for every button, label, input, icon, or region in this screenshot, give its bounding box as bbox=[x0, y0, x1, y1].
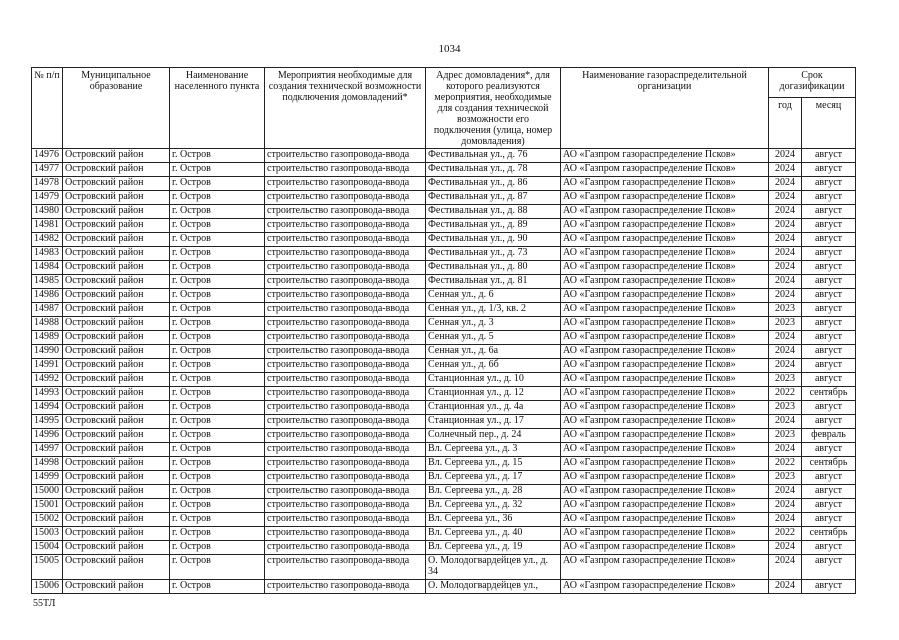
cell-month: август bbox=[802, 303, 856, 317]
cell-loc: г. Остров bbox=[170, 485, 265, 499]
cell-measure: строительство газопровода-ввода bbox=[265, 443, 426, 457]
cell-mun: Островский район bbox=[63, 527, 170, 541]
cell-loc: г. Остров bbox=[170, 219, 265, 233]
cell-org: АО «Газпром газораспределение Псков» bbox=[561, 373, 769, 387]
cell-month: август bbox=[802, 177, 856, 191]
cell-mun: Островский район bbox=[63, 149, 170, 163]
cell-loc: г. Остров bbox=[170, 191, 265, 205]
cell-year: 2024 bbox=[769, 580, 802, 594]
cell-measure: строительство газопровода-ввода bbox=[265, 205, 426, 219]
cell-org: АО «Газпром газораспределение Псков» bbox=[561, 191, 769, 205]
cell-measure: строительство газопровода-ввода bbox=[265, 303, 426, 317]
cell-org: АО «Газпром газораспределение Псков» bbox=[561, 163, 769, 177]
cell-year: 2024 bbox=[769, 233, 802, 247]
cell-mun: Островский район bbox=[63, 457, 170, 471]
cell-addr: Станционная ул., д. 17 bbox=[426, 415, 561, 429]
cell-num: 15000 bbox=[32, 485, 63, 499]
header-org: Наименование газораспределительной организации bbox=[561, 68, 769, 149]
gasification-table bbox=[31, 67, 856, 594]
cell-addr: Фестивальная ул., д. 88 bbox=[426, 205, 561, 219]
cell-org: АО «Газпром газораспределение Псков» bbox=[561, 541, 769, 555]
cell-measure: строительство газопровода-ввода bbox=[265, 345, 426, 359]
cell-year: 2023 bbox=[769, 471, 802, 485]
table-row bbox=[32, 345, 856, 359]
cell-addr: Фестивальная ул., д. 90 bbox=[426, 233, 561, 247]
cell-measure: строительство газопровода-ввода bbox=[265, 233, 426, 247]
cell-loc: г. Остров bbox=[170, 359, 265, 373]
cell-addr: Фестивальная ул., д. 81 bbox=[426, 275, 561, 289]
table-row bbox=[32, 499, 856, 513]
table-row bbox=[32, 429, 856, 443]
cell-month: август bbox=[802, 233, 856, 247]
table-row bbox=[32, 331, 856, 345]
cell-mun: Островский район bbox=[63, 219, 170, 233]
cell-mun: Островский район bbox=[63, 443, 170, 457]
cell-measure: строительство газопровода-ввода bbox=[265, 429, 426, 443]
cell-org: АО «Газпром газораспределение Псков» bbox=[561, 415, 769, 429]
page-number: 1034 bbox=[438, 43, 461, 55]
cell-month: сентябрь bbox=[802, 387, 856, 401]
cell-month: август bbox=[802, 485, 856, 499]
cell-month: август bbox=[802, 359, 856, 373]
cell-num: 14991 bbox=[32, 359, 63, 373]
header-term: Срок догазификации bbox=[769, 68, 856, 98]
cell-mun: Островский район bbox=[63, 289, 170, 303]
cell-num: 14992 bbox=[32, 373, 63, 387]
table-row bbox=[32, 163, 856, 177]
cell-month: август bbox=[802, 541, 856, 555]
cell-loc: г. Остров bbox=[170, 275, 265, 289]
cell-loc: г. Остров bbox=[170, 471, 265, 485]
cell-num: 14984 bbox=[32, 261, 63, 275]
cell-loc: г. Остров bbox=[170, 429, 265, 443]
cell-addr: Сенная ул., д. 6 bbox=[426, 289, 561, 303]
cell-measure: строительство газопровода-ввода bbox=[265, 555, 426, 580]
cell-year: 2022 bbox=[769, 527, 802, 541]
cell-addr: Вл. Сергеева ул., 36 bbox=[426, 513, 561, 527]
table-row bbox=[32, 247, 856, 261]
cell-num: 14977 bbox=[32, 163, 63, 177]
cell-loc: г. Остров bbox=[170, 373, 265, 387]
cell-measure: строительство газопровода-ввода bbox=[265, 499, 426, 513]
cell-loc: г. Остров bbox=[170, 443, 265, 457]
cell-loc: г. Остров bbox=[170, 415, 265, 429]
cell-num: 14982 bbox=[32, 233, 63, 247]
cell-org: АО «Газпром газораспределение Псков» bbox=[561, 219, 769, 233]
cell-num: 14981 bbox=[32, 219, 63, 233]
cell-mun: Островский район bbox=[63, 429, 170, 443]
cell-addr: Вл. Сергеева ул., д. 32 bbox=[426, 499, 561, 513]
table-row bbox=[32, 275, 856, 289]
table-row bbox=[32, 555, 856, 580]
table-row bbox=[32, 303, 856, 317]
cell-addr: Фестивальная ул., д. 89 bbox=[426, 219, 561, 233]
table-row bbox=[32, 289, 856, 303]
cell-addr: О. Молодогвардейцев ул., bbox=[426, 580, 561, 594]
cell-addr: Станционная ул., д. 4а bbox=[426, 401, 561, 415]
cell-year: 2024 bbox=[769, 345, 802, 359]
table-row bbox=[32, 541, 856, 555]
cell-month: август bbox=[802, 317, 856, 331]
cell-loc: г. Остров bbox=[170, 177, 265, 191]
cell-measure: строительство газопровода-ввода bbox=[265, 415, 426, 429]
cell-year: 2024 bbox=[769, 163, 802, 177]
cell-measure: строительство газопровода-ввода bbox=[265, 541, 426, 555]
cell-mun: Островский район bbox=[63, 541, 170, 555]
cell-addr: О. Молодогвардейцев ул., д. 34 bbox=[426, 555, 561, 580]
cell-year: 2024 bbox=[769, 191, 802, 205]
cell-mun: Островский район bbox=[63, 191, 170, 205]
cell-org: АО «Газпром газораспределение Псков» bbox=[561, 555, 769, 580]
cell-org: АО «Газпром газораспределение Псков» bbox=[561, 359, 769, 373]
table-row bbox=[32, 415, 856, 429]
cell-addr: Сенная ул., д. 1/3, кв. 2 bbox=[426, 303, 561, 317]
cell-num: 15002 bbox=[32, 513, 63, 527]
cell-measure: строительство газопровода-ввода bbox=[265, 149, 426, 163]
cell-loc: г. Остров bbox=[170, 233, 265, 247]
table-body bbox=[32, 149, 856, 594]
cell-addr: Вл. Сергеева ул., д. 28 bbox=[426, 485, 561, 499]
table-row bbox=[32, 387, 856, 401]
cell-org: АО «Газпром газораспределение Псков» bbox=[561, 247, 769, 261]
cell-loc: г. Остров bbox=[170, 345, 265, 359]
cell-org: АО «Газпром газораспределение Псков» bbox=[561, 261, 769, 275]
cell-org: АО «Газпром газораспределение Псков» bbox=[561, 457, 769, 471]
cell-mun: Островский район bbox=[63, 247, 170, 261]
cell-num: 14989 bbox=[32, 331, 63, 345]
cell-year: 2024 bbox=[769, 443, 802, 457]
cell-num: 14985 bbox=[32, 275, 63, 289]
cell-measure: строительство газопровода-ввода bbox=[265, 219, 426, 233]
cell-org: АО «Газпром газораспределение Псков» bbox=[561, 317, 769, 331]
cell-num: 14980 bbox=[32, 205, 63, 219]
cell-loc: г. Остров bbox=[170, 401, 265, 415]
table-row bbox=[32, 317, 856, 331]
table-row bbox=[32, 580, 856, 594]
table-row bbox=[32, 443, 856, 457]
cell-year: 2022 bbox=[769, 387, 802, 401]
cell-month: сентябрь bbox=[802, 527, 856, 541]
cell-measure: строительство газопровода-ввода bbox=[265, 289, 426, 303]
cell-month: август bbox=[802, 555, 856, 580]
cell-measure: строительство газопровода-ввода bbox=[265, 485, 426, 499]
cell-num: 14988 bbox=[32, 317, 63, 331]
cell-num: 14987 bbox=[32, 303, 63, 317]
cell-year: 2024 bbox=[769, 513, 802, 527]
cell-month: август bbox=[802, 163, 856, 177]
cell-addr: Фестивальная ул., д. 80 bbox=[426, 261, 561, 275]
cell-addr: Фестивальная ул., д. 87 bbox=[426, 191, 561, 205]
header-settlement: Наименование населенного пункта bbox=[170, 68, 265, 149]
table-row bbox=[32, 191, 856, 205]
cell-measure: строительство газопровода-ввода bbox=[265, 261, 426, 275]
cell-mun: Островский район bbox=[63, 177, 170, 191]
cell-mun: Островский район bbox=[63, 555, 170, 580]
cell-month: август bbox=[802, 205, 856, 219]
cell-year: 2023 bbox=[769, 401, 802, 415]
cell-month: август bbox=[802, 471, 856, 485]
cell-loc: г. Остров bbox=[170, 541, 265, 555]
cell-month: август bbox=[802, 580, 856, 594]
cell-addr: Станционная ул., д. 10 bbox=[426, 373, 561, 387]
header-num: № п/п bbox=[32, 68, 63, 149]
cell-mun: Островский район bbox=[63, 275, 170, 289]
cell-num: 14983 bbox=[32, 247, 63, 261]
cell-org: АО «Газпром газораспределение Псков» bbox=[561, 331, 769, 345]
cell-loc: г. Остров bbox=[170, 303, 265, 317]
cell-mun: Островский район bbox=[63, 163, 170, 177]
cell-org: АО «Газпром газораспределение Псков» bbox=[561, 499, 769, 513]
cell-measure: строительство газопровода-ввода bbox=[265, 163, 426, 177]
cell-org: АО «Газпром газораспределение Псков» bbox=[561, 580, 769, 594]
cell-loc: г. Остров bbox=[170, 499, 265, 513]
cell-mun: Островский район bbox=[63, 317, 170, 331]
cell-loc: г. Остров bbox=[170, 527, 265, 541]
cell-year: 2023 bbox=[769, 303, 802, 317]
cell-year: 2024 bbox=[769, 275, 802, 289]
cell-org: АО «Газпром газораспределение Псков» bbox=[561, 401, 769, 415]
cell-org: АО «Газпром газораспределение Псков» bbox=[561, 345, 769, 359]
cell-loc: г. Остров bbox=[170, 261, 265, 275]
cell-year: 2024 bbox=[769, 261, 802, 275]
table-row bbox=[32, 149, 856, 163]
cell-mun: Островский район bbox=[63, 303, 170, 317]
cell-addr: Фестивальная ул., д. 76 bbox=[426, 149, 561, 163]
cell-org: АО «Газпром газораспределение Псков» bbox=[561, 485, 769, 499]
cell-mun: Островский район bbox=[63, 415, 170, 429]
cell-month: август bbox=[802, 219, 856, 233]
cell-year: 2024 bbox=[769, 149, 802, 163]
cell-month: август bbox=[802, 247, 856, 261]
cell-month: август bbox=[802, 415, 856, 429]
cell-num: 14986 bbox=[32, 289, 63, 303]
cell-num: 15001 bbox=[32, 499, 63, 513]
cell-loc: г. Остров bbox=[170, 513, 265, 527]
header-measure: Мероприятия необходимые для создания технической возможности подключения домовладений* bbox=[265, 68, 426, 149]
cell-addr: Вл. Сергеева ул., д. 15 bbox=[426, 457, 561, 471]
cell-month: февраль bbox=[802, 429, 856, 443]
cell-month: август bbox=[802, 331, 856, 345]
cell-num: 15003 bbox=[32, 527, 63, 541]
cell-measure: строительство газопровода-ввода bbox=[265, 373, 426, 387]
cell-org: АО «Газпром газораспределение Псков» bbox=[561, 513, 769, 527]
cell-org: АО «Газпром газораспределение Псков» bbox=[561, 205, 769, 219]
cell-addr: Станционная ул., д. 12 bbox=[426, 387, 561, 401]
cell-num: 14978 bbox=[32, 177, 63, 191]
cell-addr: Вл. Сергеева ул., д. 40 bbox=[426, 527, 561, 541]
table-row bbox=[32, 261, 856, 275]
cell-org: АО «Газпром газораспределение Псков» bbox=[561, 275, 769, 289]
cell-year: 2022 bbox=[769, 457, 802, 471]
cell-num: 14997 bbox=[32, 443, 63, 457]
cell-month: август bbox=[802, 513, 856, 527]
cell-mun: Островский район bbox=[63, 471, 170, 485]
cell-addr: Фестивальная ул., д. 73 bbox=[426, 247, 561, 261]
cell-addr: Вл. Сергеева ул., д. 17 bbox=[426, 471, 561, 485]
table-row bbox=[32, 471, 856, 485]
cell-mun: Островский район bbox=[63, 331, 170, 345]
cell-addr: Сенная ул., д. 5 bbox=[426, 331, 561, 345]
header-year: год bbox=[769, 98, 802, 149]
cell-mun: Островский район bbox=[63, 499, 170, 513]
cell-measure: строительство газопровода-ввода bbox=[265, 177, 426, 191]
cell-mun: Островский район bbox=[63, 233, 170, 247]
cell-num: 14999 bbox=[32, 471, 63, 485]
cell-measure: строительство газопровода-ввода bbox=[265, 331, 426, 345]
cell-mun: Островский район bbox=[63, 401, 170, 415]
footer-code: 55ТЛ bbox=[33, 598, 56, 609]
header-address: Адрес домовладения*, для которого реализуются мероприятия, необходимые для создания технической возможности его подключения (улица, номер домовладения) bbox=[426, 68, 561, 149]
cell-addr: Солнечный пер., д. 24 bbox=[426, 429, 561, 443]
cell-mun: Островский район bbox=[63, 373, 170, 387]
cell-mun: Островский район bbox=[63, 485, 170, 499]
table-row bbox=[32, 177, 856, 191]
table-row bbox=[32, 205, 856, 219]
cell-mun: Островский район bbox=[63, 261, 170, 275]
cell-num: 14976 bbox=[32, 149, 63, 163]
cell-num: 14998 bbox=[32, 457, 63, 471]
cell-month: сентябрь bbox=[802, 457, 856, 471]
cell-mun: Островский район bbox=[63, 359, 170, 373]
cell-addr: Сенная ул., д. 6а bbox=[426, 345, 561, 359]
cell-measure: строительство газопровода-ввода bbox=[265, 457, 426, 471]
cell-org: АО «Газпром газораспределение Псков» bbox=[561, 233, 769, 247]
cell-measure: строительство газопровода-ввода bbox=[265, 275, 426, 289]
cell-mun: Островский район bbox=[63, 345, 170, 359]
header-month: месяц bbox=[802, 98, 856, 149]
cell-year: 2023 bbox=[769, 317, 802, 331]
cell-loc: г. Остров bbox=[170, 457, 265, 471]
cell-month: август bbox=[802, 261, 856, 275]
cell-year: 2023 bbox=[769, 373, 802, 387]
cell-org: АО «Газпром газораспределение Псков» bbox=[561, 443, 769, 457]
cell-measure: строительство газопровода-ввода bbox=[265, 359, 426, 373]
cell-year: 2024 bbox=[769, 247, 802, 261]
cell-loc: г. Остров bbox=[170, 387, 265, 401]
cell-year: 2023 bbox=[769, 429, 802, 443]
cell-org: АО «Газпром газораспределение Псков» bbox=[561, 149, 769, 163]
cell-org: АО «Газпром газораспределение Псков» bbox=[561, 303, 769, 317]
cell-org: АО «Газпром газораспределение Псков» bbox=[561, 289, 769, 303]
table-row bbox=[32, 513, 856, 527]
cell-month: август bbox=[802, 275, 856, 289]
cell-measure: строительство газопровода-ввода bbox=[265, 513, 426, 527]
cell-measure: строительство газопровода-ввода bbox=[265, 580, 426, 594]
cell-addr: Сенная ул., д. 6б bbox=[426, 359, 561, 373]
cell-month: август bbox=[802, 149, 856, 163]
cell-measure: строительство газопровода-ввода bbox=[265, 247, 426, 261]
cell-addr: Фестивальная ул., д. 78 bbox=[426, 163, 561, 177]
cell-loc: г. Остров bbox=[170, 149, 265, 163]
cell-mun: Островский район bbox=[63, 387, 170, 401]
cell-loc: г. Остров bbox=[170, 163, 265, 177]
table-row bbox=[32, 485, 856, 499]
cell-num: 15006 bbox=[32, 580, 63, 594]
cell-loc: г. Остров bbox=[170, 317, 265, 331]
cell-num: 14979 bbox=[32, 191, 63, 205]
table-row bbox=[32, 373, 856, 387]
cell-year: 2024 bbox=[769, 485, 802, 499]
cell-org: АО «Газпром газораспределение Псков» bbox=[561, 429, 769, 443]
cell-num: 14994 bbox=[32, 401, 63, 415]
cell-org: АО «Газпром газораспределение Псков» bbox=[561, 387, 769, 401]
cell-year: 2024 bbox=[769, 219, 802, 233]
cell-num: 15005 bbox=[32, 555, 63, 580]
cell-mun: Островский район bbox=[63, 205, 170, 219]
cell-measure: строительство газопровода-ввода bbox=[265, 401, 426, 415]
cell-addr: Фестивальная ул., д. 86 bbox=[426, 177, 561, 191]
table-row bbox=[32, 359, 856, 373]
cell-mun: Островский район bbox=[63, 580, 170, 594]
table-row bbox=[32, 457, 856, 471]
cell-loc: г. Остров bbox=[170, 555, 265, 580]
cell-year: 2024 bbox=[769, 499, 802, 513]
header-municipality: Муниципальное образование bbox=[63, 68, 170, 149]
cell-loc: г. Остров bbox=[170, 331, 265, 345]
cell-addr: Вл. Сергеева ул., д. 19 bbox=[426, 541, 561, 555]
cell-month: август bbox=[802, 373, 856, 387]
cell-year: 2024 bbox=[769, 415, 802, 429]
cell-year: 2024 bbox=[769, 541, 802, 555]
cell-num: 14993 bbox=[32, 387, 63, 401]
cell-num: 14996 bbox=[32, 429, 63, 443]
cell-month: август bbox=[802, 345, 856, 359]
cell-loc: г. Остров bbox=[170, 580, 265, 594]
table-row bbox=[32, 233, 856, 247]
cell-month: август bbox=[802, 289, 856, 303]
cell-org: АО «Газпром газораспределение Псков» bbox=[561, 471, 769, 485]
cell-loc: г. Остров bbox=[170, 205, 265, 219]
cell-org: АО «Газпром газораспределение Псков» bbox=[561, 177, 769, 191]
cell-month: август bbox=[802, 443, 856, 457]
cell-measure: строительство газопровода-ввода bbox=[265, 527, 426, 541]
cell-measure: строительство газопровода-ввода bbox=[265, 471, 426, 485]
table-row bbox=[32, 527, 856, 541]
table-row bbox=[32, 219, 856, 233]
cell-addr: Вл. Сергеева ул., д. 3 bbox=[426, 443, 561, 457]
cell-org: АО «Газпром газораспределение Псков» bbox=[561, 527, 769, 541]
cell-num: 14990 bbox=[32, 345, 63, 359]
cell-measure: строительство газопровода-ввода bbox=[265, 191, 426, 205]
cell-month: август bbox=[802, 401, 856, 415]
cell-month: август bbox=[802, 499, 856, 513]
cell-addr: Сенная ул., д. 3 bbox=[426, 317, 561, 331]
cell-loc: г. Остров bbox=[170, 247, 265, 261]
cell-year: 2024 bbox=[769, 331, 802, 345]
cell-num: 14995 bbox=[32, 415, 63, 429]
cell-year: 2024 bbox=[769, 359, 802, 373]
cell-mun: Островский район bbox=[63, 513, 170, 527]
cell-month: август bbox=[802, 191, 856, 205]
cell-year: 2024 bbox=[769, 289, 802, 303]
cell-year: 2024 bbox=[769, 177, 802, 191]
cell-measure: строительство газопровода-ввода bbox=[265, 317, 426, 331]
cell-measure: строительство газопровода-ввода bbox=[265, 387, 426, 401]
cell-year: 2024 bbox=[769, 555, 802, 580]
table-row bbox=[32, 401, 856, 415]
cell-year: 2024 bbox=[769, 205, 802, 219]
cell-loc: г. Остров bbox=[170, 289, 265, 303]
cell-num: 15004 bbox=[32, 541, 63, 555]
